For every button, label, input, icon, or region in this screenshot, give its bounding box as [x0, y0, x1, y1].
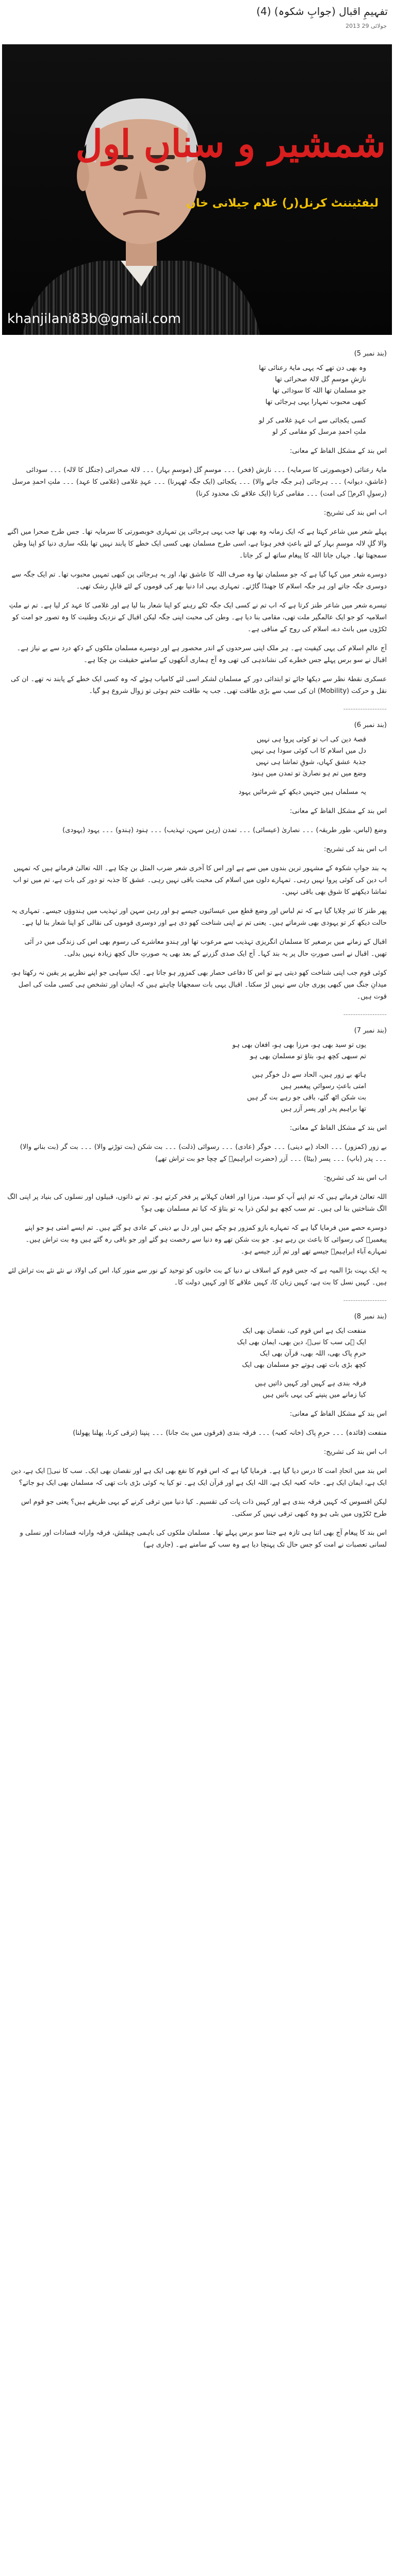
paragraph: آج عالمِ اسلام کی یہی کیفیت ہے۔ ہر ملک اپنی سرحدوں کے اندر محصور ہے اور دوسرے مسلمان ملکوں کے دکھ درد سے بے نیاز ہے۔ اقبال نے سو برس پہلے جس خطرے کی نشاندہی کی تھی وہ آج ہماری آنکھوں کے سامنے حقیقت بن چکا ہے۔ [17, 645, 387, 664]
section-separator: ------------------ [343, 705, 387, 713]
verse-line: کبھی محبوب تمہارا یہی ہرجائی تھا [265, 398, 366, 406]
paragraph: وضع (لباس، طور طریقہ) ۔۔۔ نصاریٰ (عیسائی) ۔۔۔ تمدن (رہن سہن، تہذیب) ۔۔۔ ہنود (ہندو) ۔۔۔ یہود (یہودی) [62, 826, 387, 834]
verse-line: کچھ بڑی بات تھی ہوتے جو مسلمان بھی ایک [242, 1361, 366, 1369]
paragraph: تیسرے شعر میں شاعر طنز کرتا ہے کہ اب تم نے کسی ایک جگہ ٹکے رہنے کو اپنا شعار بنا لیا ہے اور غلامی کا عہد کر لیا ہے۔ تم نے ملتِ اسلامیہ کو جو ایک عالمگیر ملت تھی، مقامی بنا دیا ہے۔ وطن کی محبت اپنی جگہ لیکن اقبال کے نزدیک وطنیت کا وہ تصور جو امت کو ٹکڑوں میں بانٹ دے، اسلام کی روح کے منافی ہے۔ [9, 602, 387, 633]
section-separator: ------------------ [343, 1297, 387, 1304]
verse-line: یہ مسلماں ہیں جنہیں دیکھ کے شرمائیں یہود [238, 788, 366, 796]
article-date: 2013 جولائی 29 [346, 23, 387, 29]
paragraph: اب اس بند کی تشریح: [323, 1174, 387, 1182]
paragraph: لیکن افسوس کہ کہیں فرقہ بندی ہے اور کہیں ذات پات کی تقسیم۔ کیا دنیا میں ترقی کرنے کے یہی طریقے ہیں؟ یعنی جو قوم اس طرح ٹکڑوں میں بٹی ہو وہ کبھی ترقی نہیں کر سکتی۔ [21, 1498, 387, 1518]
paragraph: مایۂ رعنائی (خوبصورتی کا سرمایہ) ۔۔۔ نازش (فخر) ۔۔۔ موسمِ گل (موسمِ بہار) ۔۔۔ لالۂ صحرائی (جنگل کا لالہ) ۔۔۔ سودائی (عاشق، دیوانہ) ۔۔۔ ہرجائی (ہر جگہ جانے والا) ۔۔۔ یکجائی (ایک جگہ ٹھہرنا) ۔۔۔ عہدِ غلامی (غلامی کا عہد) ۔۔۔ ملتِ احمدِ مرسل (رسولِ اکرمؐ کی امت) ۔۔۔ مقامی کرنا (ایک علاقے تک محدود کرنا) [12, 466, 387, 498]
verse-line: ہاتھ بے زور ہیں، الحاد سے دل خوگر ہیں [252, 1071, 366, 1079]
paragraph: اللہ تعالیٰ فرماتے ہیں کہ تم اپنے آپ کو سید، مرزا اور افغان کہلانے پر فخر کرتے ہو۔ تم نے ذاتوں، قبیلوں اور نسلوں کی بنیاد پر اپنی الگ الگ شناختیں بنا لی ہیں۔ تم سب کچھ ہو لیکن ذرا یہ تو بتاؤ کہ کیا تم مسلمان بھی ہو؟ [7, 1193, 387, 1213]
paragraph: اب اس بند کی تشریح: [323, 1448, 387, 1456]
author-portrait [2, 44, 392, 335]
section-separator: ------------------ [343, 1011, 387, 1019]
verse-block [7, 787, 366, 798]
verse-block [7, 1378, 366, 1401]
paragraph: اب اس بند کی تشریح: [323, 509, 387, 517]
paragraph: پہلے شعر میں شاعر کہتا ہے کہ ایک زمانہ وہ بھی تھا جب یہی ہرجائی پن تمہاری خوبصورتی کا سرمایہ تھا۔ جس طرح صحرا میں اگنے والا گلِ لالہ موسمِ بہار کے لئے باعثِ فخر ہوتا ہے، اسی طرح مسلمان بھی کسی ایک خطے کا پابند نہیں تھا بلکہ ساری دنیا کو اپنا وطن سمجھتا تھا۔ جہاں جاتا اللہ کا پیغام ساتھ لے کر جاتا۔ [7, 528, 387, 560]
author-name: لیفٹیننٹ کرنل(ر) غلام جیلانی خان [186, 197, 379, 210]
verse-block [7, 1040, 366, 1062]
verse-line: تھا براہیم پدر اور پسر آزر ہیں [281, 1105, 366, 1113]
verse-line: تم سبھی کچھ ہو، بتاؤ تو مسلمان بھی ہو [250, 1053, 366, 1060]
paragraph: اس بند کے مشکل الفاظ کے معانی: [290, 447, 387, 455]
verse-line: ملتِ احمدِ مرسل کو مقامی کر لو [272, 428, 366, 436]
paragraph: عسکری نقطۂ نظر سے دیکھا جائے تو ابتدائی دور کے مسلمان لشکر اسی لئے کامیاب ہوئے کہ وہ کسی ایک خطے کے پابند نہ تھے۔ ان کی نقل و حرکت (Mobility) ان کی سب سے بڑی طاقت تھی۔ جب یہ طاقت ختم ہوئی تو زوال شروع ہو گیا۔ [10, 675, 387, 695]
verse-block [7, 1070, 366, 1115]
paragraph: بے زور (کمزور) ۔۔۔ الحاد (بے دینی) ۔۔۔ خوگر (عادی) ۔۔۔ رسوائی (ذلت) ۔۔۔ بت شکن (بت توڑنے والا) ۔۔۔ بت گر (بت بنانے والا) ۔۔۔ پدر (باپ) ۔۔۔ پسر (بیٹا) ۔۔۔ آزر (حضرت ابراہیمؑ کے چچا جو بت تراش تھے) [20, 1143, 387, 1163]
verse-line: جذبۂ عشق کہاں، شوقِ تماشا ہی نہیں [256, 758, 366, 766]
paragraph: کوئی قوم جب اپنی شناخت کھو دیتی ہے تو اس کا دفاعی حصار بھی کمزور ہو جاتا ہے۔ ایک سپاہی جو اپنے نظریے پر یقین نہ رکھتا ہو، میدانِ جنگ میں کبھی پوری جان سے نہیں لڑ سکتا۔ اقبال یہی بات سمجھانا چاہتے ہیں کہ ایمان اور تشخص ہی کسی ملت کی اصل قوت ہیں۔ [11, 969, 387, 1001]
verse-block [7, 1326, 366, 1371]
paragraph: یہ بند جوابِ شکوہ کے مشہور ترین بندوں میں سے ہے اور اس کا آخری شعر ضرب المثل بن چکا ہے۔ اللہ تعالیٰ فرماتے ہیں کہ تمہیں اب دین کی کوئی پروا نہیں رہی۔ تمہارے دلوں میں اسلام کی محبت باقی نہیں رہی۔ عشق کا جذبہ تو دور کی بات ہے، تم میں تو اب تماشا دیکھنے کا شوق بھی باقی نہیں۔ [13, 865, 387, 896]
verse-line: امتی باعثِ رسوائیِ پیغمبر ہیں [281, 1082, 366, 1090]
article-body [7, 348, 387, 2576]
verse-line: فرقہ بندی ہے کہیں اور کہیں ذاتیں ہیں [255, 1380, 366, 1387]
verse-line: بت شکن اٹھ گئے، باقی جو رہے بت گر ہیں [247, 1094, 366, 1101]
verse-line: حرمِ پاک بھی، اللہ بھی، قرآن بھی ایک [259, 1350, 366, 1358]
column-name: شمشیر و سناں اول [75, 122, 386, 165]
paragraph: اس بند میں اتحادِ امت کا درس دیا گیا ہے۔ فرمایا گیا ہے کہ اس قوم کا نفع بھی ایک ہے اور نقصان بھی ایک۔ سب کا نبیؐ ایک ہے، دین ایک ہے، ایمان ایک ہے۔ خانہ کعبہ ایک ہے، اللہ ایک ہے اور قرآن ایک ہے۔ تو کیا یہ کوئی بڑی بات تھی کہ مسلمان بھی ایک ہو جاتے؟ [11, 1467, 387, 1487]
paragraph: اس بند کے مشکل الفاظ کے معانی: [290, 1410, 387, 1418]
paragraph: دوسرے حصے میں فرمایا گیا ہے کہ تمہارے بازو کمزور ہو چکے ہیں اور دل بے دینی کے عادی ہو گئے ہیں۔ تم ایسے امتی ہو جو اپنے پیغمبرؐ کی رسوائی کا باعث بن رہے ہو۔ جو بت شکن تھے وہ دنیا سے رخصت ہو گئے اور جو باقی رہ گئے ہیں وہ بت تراش ہیں۔ تمہارے آباء ابراہیمؑ جیسے تھے اور تم آزر جیسے ہو۔ [24, 1224, 387, 1256]
paragraph: اب اس بند کی تشریح: [323, 845, 387, 853]
paragraph: پھر طنز کا تیر چلایا گیا ہے کہ تم لباس اور وضع قطع میں عیسائیوں جیسے ہو اور رہن سہن اور تہذیب میں ہندوؤں جیسے۔ تمہاری یہ حالت دیکھ کر تو یہودی بھی شرماتے ہیں۔ یعنی تم نے اپنی شناخت کھو دی ہے اور دوسری قوموں کی نقالی کو اپنا شعار بنا لیا ہے۔ [11, 907, 387, 927]
verse-line: کیا زمانے میں پنپنے کی یہی باتیں ہیں [262, 1391, 366, 1399]
verse-line: ایک ہی سب کا نبیؐ، دین بھی، ایمان بھی ایک [237, 1338, 366, 1346]
verse-line: یوں تو سید بھی ہو، مرزا بھی ہو، افغان بھی ہو [232, 1041, 366, 1049]
paragraph: یہ ایک بہت بڑا المیہ ہے کہ جس قوم کے اسلاف نے دنیا کے بت خانوں کو توحید کے نور سے منور کیا، اس کی اولاد نے نئے نئے بت تراش لئے ہیں۔ کہیں نسل کا بت ہے، کہیں زبان کا، کہیں علاقے کا اور کہیں دولت کا۔ [8, 1267, 387, 1286]
verse-block [7, 363, 366, 408]
paragraph: اس بند کے مشکل الفاظ کے معانی: [290, 807, 387, 815]
verse-line: منفعت ایک ہے اس قوم کی، نقصان بھی ایک [242, 1327, 366, 1335]
verse-line: کسی یکجائی سے اب عہدِ غلامی کر لو [258, 417, 366, 425]
stanza-number: (بند نمبر 5) [354, 350, 387, 358]
verse-line: جو مسلمان تھا اللہ کا سودائی تھا [272, 387, 366, 395]
verse-line: وضع میں تم ہو نصاریٰ تو تمدن میں ہنود [251, 770, 366, 777]
paragraph: منفعت (فائدہ) ۔۔۔ حرمِ پاک (خانہ کعبہ) ۔۔۔ فرقہ بندی (فرقوں میں بٹ جانا) ۔۔۔ پنپنا (ترقی کرنا، پھلنا پھولنا) [73, 1429, 387, 1437]
article-title: تفہیمِ اقبال (جوابِ شکوہ) (4) [256, 5, 388, 18]
paragraph: اس بند کا پیغام آج بھی اتنا ہی تازہ ہے جتنا سو برس پہلے تھا۔ مسلمان ملکوں کی باہمی چپقلش، فرقہ وارانہ فسادات اور نسلی و لسانی تعصبات نے امت کو جس حال تک پہنچا دیا ہے وہ سب کے سامنے ہے۔ (جاری ہے) [20, 1529, 387, 1549]
verse-line: نازشِ موسمِ گل لالۂ صحرائی تھا [275, 376, 366, 383]
stanza-number: (بند نمبر 6) [354, 721, 387, 729]
paragraph: اقبال کے زمانے میں برصغیر کا مسلمان انگریزی تہذیب سے مرعوب تھا اور ہندو معاشرے کی رسوم بھی اس کی زندگی میں در آئی تھیں۔ اقبال نے اسی صورتِ حال پر یہ بند کہا۔ آج ایک صدی گزرنے کے بعد بھی یہ صورتِ حال کچھ زیادہ نہیں بدلی۔ [24, 938, 387, 958]
stanza-number: (بند نمبر 7) [354, 1027, 387, 1035]
stanza-number: (بند نمبر 8) [354, 1313, 387, 1320]
verse-block [7, 415, 366, 438]
column-banner [2, 44, 392, 335]
paragraph: دوسرے شعر میں کہا گیا ہے کہ جو مسلمان تھا وہ صرف اللہ کا عاشق تھا، اور یہ ہرجائی پن کبھی تمہیں محبوب تھا۔ تم ایک جگہ سے دوسری جگہ جاتے اور ہر جگہ اسلام کا جھنڈا گاڑتے۔ تمہاری یہی ادا دنیا بھر کی قوموں کے لئے قابلِ رشک تھی۔ [11, 571, 387, 590]
verse-line: قصۂ دین کی اب تو کوئی پروا ہی نہیں [256, 736, 366, 743]
verse-block [7, 734, 366, 779]
paragraph: اس بند کے مشکل الفاظ کے معانی: [290, 1124, 387, 1132]
verse-line: دل میں اسلام کا اب کوئی سودا ہی نہیں [251, 747, 366, 755]
verse-line: وہ بھی دن تھے کہ یہی مایۂ رعنائی تھا [259, 364, 366, 372]
author-email: khanjilani83b@gmail.com [7, 311, 181, 327]
